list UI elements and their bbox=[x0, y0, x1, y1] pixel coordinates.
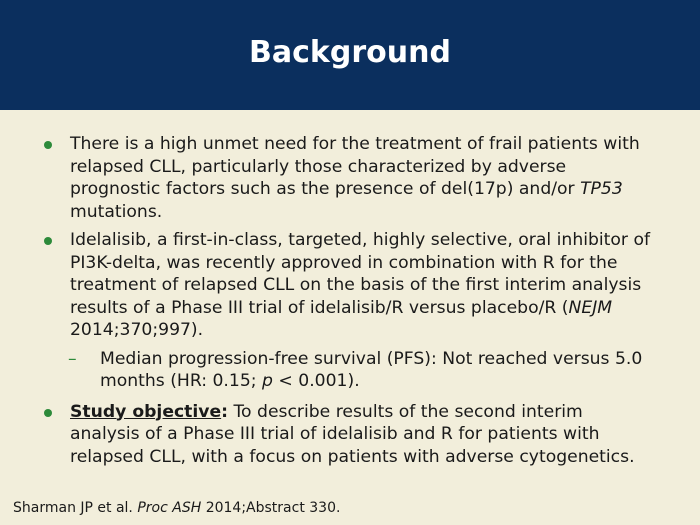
citation-footer bbox=[13, 500, 340, 516]
sub-bullet-pfs bbox=[44, 348, 654, 393]
sub-bullet-italic-text: p bbox=[262, 371, 273, 391]
bullet-dot-icon bbox=[44, 237, 52, 245]
slide-header bbox=[0, 0, 700, 110]
sub-bullet-text-end: < 0.001). bbox=[272, 371, 360, 391]
bullet-italic-text: TP53 bbox=[580, 179, 623, 199]
citation-text: Sharman JP et al. bbox=[13, 500, 138, 516]
bullet-dot-icon bbox=[44, 141, 52, 149]
study-objective-label-text: Study objective bbox=[70, 401, 222, 422]
dash-icon: – bbox=[68, 348, 77, 369]
study-objective-label bbox=[70, 402, 228, 422]
citation-italic-text: Proc ASH bbox=[137, 500, 202, 516]
bullet-text-end: 2014;370;997). bbox=[70, 320, 204, 340]
sub-bullet-text: Median progression-free survival (PFS): Not reached versus 5.0 months (HR: 0.15; bbox=[100, 348, 643, 391]
bullet-text-end: mutations. bbox=[70, 201, 163, 222]
citation-text-end: 2014;Abstract 330. bbox=[201, 500, 341, 516]
bullet-dot-icon bbox=[44, 409, 52, 417]
study-objective-text: To describe results of the second interim analysis of a Phase III trial of idelalisib and R for patients with relapsed CLL, with a focus on patients with adverse cytogenetics. bbox=[70, 401, 635, 467]
bullet-italic-text: NEJM bbox=[568, 297, 613, 318]
slide-title: Background bbox=[249, 34, 451, 70]
bullet-item-study-objective bbox=[44, 401, 654, 469]
bullet-item-unmet-need bbox=[44, 133, 654, 223]
bullet-text: There is a high unmet need for the treatment of frail patients with relapsed CLL, particularly those characterized by adverse prognostic factors such as the presence of del(17p) and/or bbox=[70, 134, 640, 199]
bullet-list bbox=[44, 133, 654, 474]
study-objective-colon: : bbox=[221, 401, 229, 422]
bullet-item-idelalisib bbox=[44, 229, 654, 342]
bullet-text: Idelalisib, a first-in-class, targeted, highly selective, oral inhibitor of PI3K-delta, was recently approved in combination with R for the treatment of relapsed CLL on the basis of the first interim analysis results of a Phase III trial of idelalisib/R versus placebo/R ( bbox=[70, 230, 651, 318]
